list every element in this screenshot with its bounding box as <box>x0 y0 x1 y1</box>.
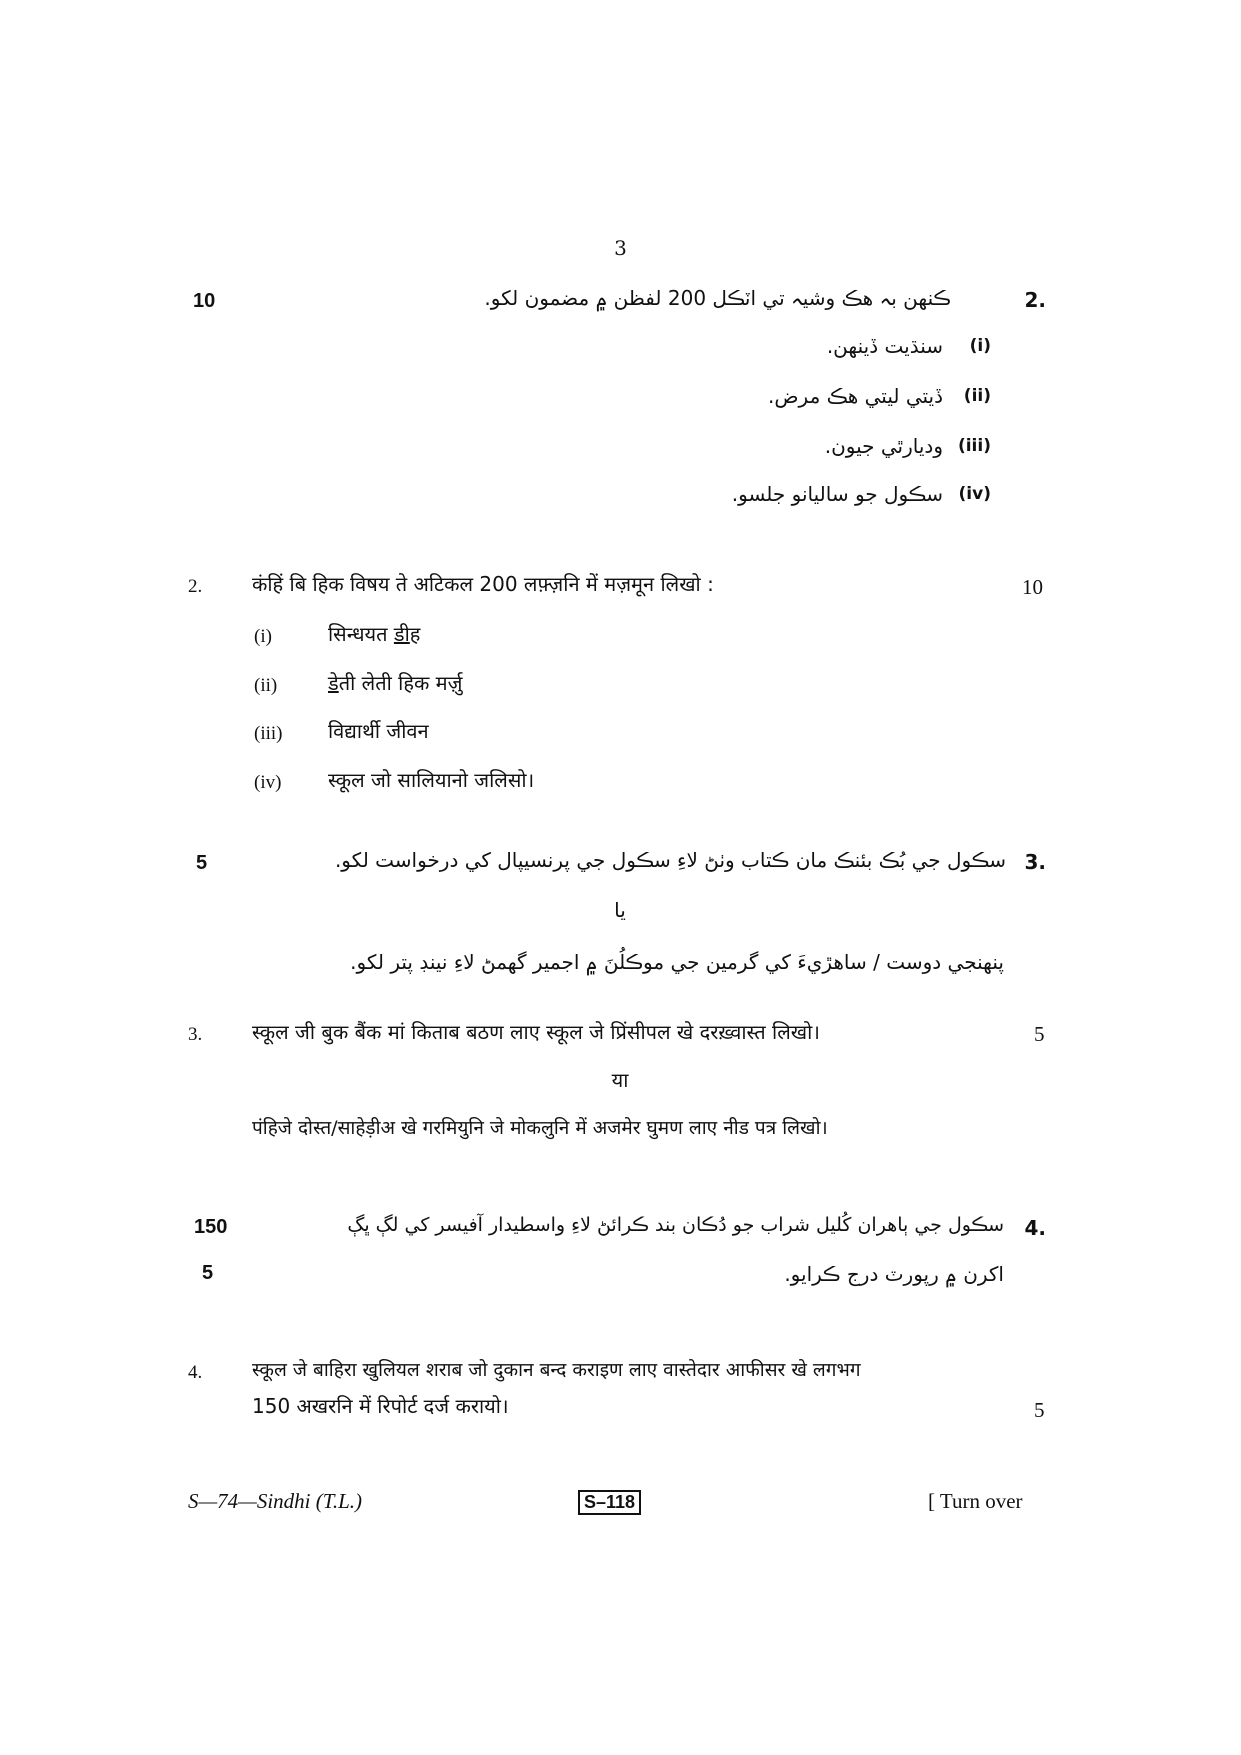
q4-sindhi-marks: 5 <box>202 1262 214 1284</box>
q4-sindhi-words: 150 <box>194 1216 228 1238</box>
q2-sindhi-number: .2 <box>1024 288 1046 312</box>
q4-sindhi-line1: سڪول جي ٻاهران کُليل شراب جو دُڪان بند ڪرائڻ لاءِ واسطيدار آفيسر کي لڳ ڀڳ <box>347 1214 1004 1236</box>
q2-sindhi-question: ڪنهن بہ هڪ وشيہ تي اٽڪل 200 لفظن ۾ مضمون لکو. <box>484 286 951 310</box>
q2-hindi-marks: 10 <box>1022 575 1043 599</box>
q3-hindi-alternative: पंहिजे दोस्त/साहेड़ीअ खे गरमियुनि जे मोकलुनि में अजमेर घुमण लाए नीड पत्र लिखो। <box>252 1117 828 1139</box>
footer-series-code: S–118 <box>578 1490 641 1515</box>
q2-hindi-item-number: (i) <box>254 626 272 647</box>
q4-hindi-line1: स्कूल जे बाहिरा खुलियल शराब जो दुकान बन्द कराइण लाए वास्तेदार आफीसर खे लगभग <box>252 1359 861 1381</box>
q2-hindi-item-number: (ii) <box>254 675 278 696</box>
q2-sindhi-item-number: (i) <box>969 336 991 356</box>
q3-sindhi-number: .3 <box>1024 850 1046 874</box>
footer-turn-over: [ Turn over <box>928 1489 1023 1513</box>
q2-sindhi-marks: 10 <box>193 290 216 312</box>
q2-sindhi-item-number: (iv) <box>958 484 991 504</box>
q3-sindhi-alternative: پنهنجي دوست / ساهڙيءَ کي گرمين جي موڪلُنَ ۾ اجمير گهمڻ لاءِ نينڊ پتر لکو. <box>350 950 1004 974</box>
q4-hindi-number: 4. <box>188 1362 203 1383</box>
q2-sindhi-item: سڪول جو ساليانو جلسو. <box>731 482 943 506</box>
q3-hindi-question: स्कूल जी बुक बैंक मां किताब बठण लाए स्कूल जे प्रिंसीपल खे दरख़्वास्त लिखो। <box>252 1020 820 1044</box>
q2-sindhi-item: ڏيتي ليتي هڪ مرض. <box>768 384 943 408</box>
q2-hindi-item: डेती लेती हिक मर्ज़ु <box>328 671 463 695</box>
q3-sindhi-question: سڪول جي بُڪ بئنڪ مان ڪتاب وٺڻ لاءِ سڪول جي پرنسيپال کي درخواست لکو. <box>334 848 1006 872</box>
q2-sindhi-item-number: (iii) <box>957 436 991 456</box>
q3-hindi-or: या <box>611 1068 629 1092</box>
q4-hindi-line2: 150 अखरनि में रिपोर्ट दर्ज करायो। <box>252 1394 509 1418</box>
q2-hindi-item: विद्यार्थी जीवन <box>328 719 429 743</box>
q2-sindhi-item: سنڌيت ڏينهن. <box>826 334 943 358</box>
q4-sindhi-line2: اکرن ۾ رپورٽ درج ڪرايو. <box>784 1262 1004 1286</box>
q4-sindhi-number: .4 <box>1024 1216 1046 1240</box>
q4-hindi-marks: 5 <box>1034 1398 1045 1422</box>
q2-hindi-item-number: (iii) <box>254 723 283 744</box>
q2-hindi-question: कंहिं बि हिक विषय ते अटिकल 200 लफ़्ज़नि में मज़मून लिखो : <box>252 572 714 596</box>
q3-sindhi-marks: 5 <box>196 852 208 874</box>
footer-paper-code: S—74—Sindhi (T.L.) <box>188 1489 363 1513</box>
q3-hindi-marks: 5 <box>1034 1022 1045 1046</box>
q2-hindi-item: सिन्धयत डीह <box>328 622 421 646</box>
q2-sindhi-item: وديارٿي جيون. <box>824 434 943 458</box>
q2-hindi-number: 2. <box>188 576 203 597</box>
q2-hindi-item-number: (iv) <box>254 772 282 793</box>
page-number: 3 <box>614 236 627 260</box>
q2-sindhi-item-number: (ii) <box>963 386 991 406</box>
q2-hindi-item: स्कूल जो सालियानो जलिसो। <box>328 768 535 792</box>
q3-hindi-number: 3. <box>188 1024 203 1045</box>
q3-sindhi-or: يا <box>614 898 626 922</box>
